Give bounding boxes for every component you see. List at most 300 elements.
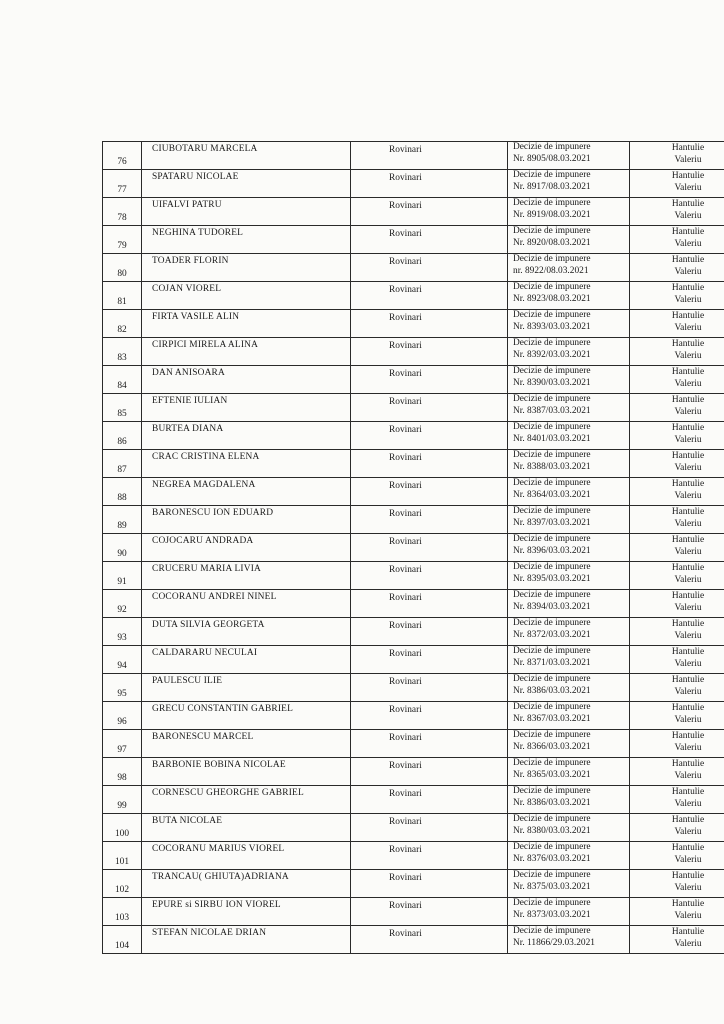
- row-number: 82: [117, 325, 127, 335]
- document-number: Nr. 8372/03.03.2021: [513, 629, 591, 640]
- row-number: 87: [117, 465, 127, 475]
- table-row: [103, 394, 724, 422]
- name-cell: [142, 478, 351, 506]
- person-name: BARONESCU MARCEL: [152, 732, 254, 742]
- row-number: 99: [117, 801, 127, 811]
- agent-cell: [630, 142, 724, 170]
- name-cell: [142, 926, 351, 954]
- locality: Rovinari: [389, 621, 422, 631]
- document-cell: [508, 674, 630, 702]
- document-title: Decizie de impunere: [513, 842, 591, 852]
- document-number: Nr. 8923/08.03.2021: [513, 293, 591, 304]
- agent-surname: Hantulie: [671, 647, 705, 657]
- person-name: DUTA SILVIA GEORGETA: [152, 620, 265, 630]
- locality-cell: [351, 702, 508, 730]
- name-cell: [142, 534, 351, 562]
- row-number: 92: [117, 605, 127, 615]
- agent-given-name: Valeriu: [674, 294, 702, 305]
- agent-surname: Hantulie: [671, 731, 705, 741]
- person-name: PAULESCU ILIE: [152, 676, 223, 686]
- agent-surname: Hantulie: [671, 563, 705, 573]
- agent-given-name: Valeriu: [674, 630, 702, 641]
- person-name: UIFALVI PATRU: [152, 200, 222, 210]
- row-number-cell: [103, 926, 142, 954]
- agent-cell: [630, 198, 724, 226]
- row-number-cell: [103, 366, 142, 394]
- document-cell: [508, 926, 630, 954]
- document-title: Decizie de impunere: [513, 786, 591, 796]
- agent-cell: [630, 618, 724, 646]
- person-name: STEFAN NICOLAE DRIAN: [152, 928, 267, 938]
- document-title: Decizie de impunere: [513, 618, 591, 628]
- document-title: Decizie de impunere: [513, 674, 591, 684]
- agent-cell: [630, 842, 724, 870]
- person-name: GRECU CONSTANTIN GABRIEL: [152, 704, 294, 714]
- locality-cell: [351, 142, 508, 170]
- locality-cell: [351, 506, 508, 534]
- locality: Rovinari: [389, 313, 422, 323]
- document-title: Decizie de impunere: [513, 170, 591, 180]
- agent-cell: [630, 506, 724, 534]
- table-row: [103, 282, 724, 310]
- table-row: [103, 646, 724, 674]
- person-name: CIRPICI MIRELA ALINA: [152, 340, 259, 350]
- agent-surname: Hantulie: [671, 423, 705, 433]
- name-cell: [142, 562, 351, 590]
- row-number-cell: [103, 562, 142, 590]
- document-number: Nr. 8396/03.03.2021: [513, 545, 591, 556]
- row-number-cell: [103, 254, 142, 282]
- agent-cell: [630, 674, 724, 702]
- locality-cell: [351, 674, 508, 702]
- agent-cell: [630, 282, 724, 310]
- agent-surname: Hantulie: [671, 535, 705, 545]
- row-number-cell: [103, 786, 142, 814]
- agent-surname: Hantulie: [671, 255, 705, 265]
- agent-given-name: Valeriu: [674, 462, 702, 473]
- document-title: Decizie de impunere: [513, 310, 591, 320]
- locality-cell: [351, 786, 508, 814]
- name-cell: [142, 506, 351, 534]
- person-name: SPATARU NICOLAE: [152, 172, 239, 182]
- agent-given-name: Valeriu: [674, 182, 702, 193]
- document-title: Decizie de impunere: [513, 506, 591, 516]
- locality-cell: [351, 422, 508, 450]
- person-name: FIRTA VASILE ALIN: [152, 312, 240, 322]
- locality-cell: [351, 842, 508, 870]
- name-cell: [142, 814, 351, 842]
- person-name: TOADER FLORIN: [152, 256, 229, 266]
- table-row: [103, 674, 724, 702]
- agent-given-name: Valeriu: [674, 882, 702, 893]
- name-cell: [142, 366, 351, 394]
- table-row: [103, 422, 724, 450]
- agent-surname: Hantulie: [671, 899, 705, 909]
- person-name: CORNESCU GHEORGHE GABRIEL: [152, 788, 304, 798]
- agent-surname: Hantulie: [671, 395, 705, 405]
- agent-cell: [630, 786, 724, 814]
- locality-cell: [351, 646, 508, 674]
- name-cell: [142, 394, 351, 422]
- document-cell: [508, 758, 630, 786]
- name-cell: [142, 422, 351, 450]
- row-number: 98: [117, 773, 127, 783]
- agent-given-name: Valeriu: [674, 490, 702, 501]
- document-cell: [508, 506, 630, 534]
- agent-surname: Hantulie: [671, 787, 705, 797]
- table-row: [103, 814, 724, 842]
- locality: Rovinari: [389, 229, 422, 239]
- row-number: 81: [117, 297, 127, 307]
- name-cell: [142, 338, 351, 366]
- agent-given-name: Valeriu: [674, 322, 702, 333]
- name-cell: [142, 590, 351, 618]
- person-name: BARBONIE BOBINA NICOLAE: [152, 760, 286, 770]
- document-title: Decizie de impunere: [513, 198, 591, 208]
- name-cell: [142, 870, 351, 898]
- row-number: 96: [117, 717, 127, 727]
- agent-surname: Hantulie: [671, 171, 705, 181]
- document-cell: [508, 898, 630, 926]
- row-number: 97: [117, 745, 127, 755]
- person-name: COCORANU ANDREI NINEL: [152, 592, 277, 602]
- row-number-cell: [103, 590, 142, 618]
- row-number-cell: [103, 534, 142, 562]
- row-number-cell: [103, 646, 142, 674]
- locality: Rovinari: [389, 173, 422, 183]
- locality: Rovinari: [389, 761, 422, 771]
- table-row: [103, 254, 724, 282]
- agent-given-name: Valeriu: [674, 742, 702, 753]
- agent-cell: [630, 450, 724, 478]
- agent-given-name: Valeriu: [674, 238, 702, 249]
- document-cell: [508, 646, 630, 674]
- table-row: [103, 842, 724, 870]
- row-number: 104: [114, 941, 130, 951]
- document-cell: [508, 730, 630, 758]
- document-title: Decizie de impunere: [513, 282, 591, 292]
- person-name: COJAN VIOREL: [152, 284, 222, 294]
- document-number: Nr. 8380/03.03.2021: [513, 825, 591, 836]
- agent-cell: [630, 534, 724, 562]
- person-name: COJOCARU ANDRADA: [152, 536, 254, 546]
- person-name: CIUBOTARU MARCELA: [152, 144, 258, 154]
- document-cell: [508, 702, 630, 730]
- agent-cell: [630, 814, 724, 842]
- table-row: [103, 730, 724, 758]
- name-cell: [142, 254, 351, 282]
- agent-cell: [630, 478, 724, 506]
- table-row: [103, 702, 724, 730]
- locality-cell: [351, 394, 508, 422]
- row-number: 88: [117, 493, 127, 503]
- agent-surname: Hantulie: [671, 479, 705, 489]
- agent-given-name: Valeriu: [674, 518, 702, 529]
- row-number-cell: [103, 422, 142, 450]
- agent-surname: Hantulie: [671, 507, 705, 517]
- document-number: Nr. 8367/03.03.2021: [513, 713, 591, 724]
- table-row: [103, 758, 724, 786]
- document-cell: [508, 450, 630, 478]
- document-title: Decizie de impunere: [513, 646, 591, 656]
- person-name: BUTA NICOLAE: [152, 816, 223, 826]
- row-number: 90: [117, 549, 127, 559]
- document-title: Decizie de impunere: [513, 730, 591, 740]
- row-number-cell: [103, 506, 142, 534]
- row-number-cell: [103, 282, 142, 310]
- document-cell: [508, 870, 630, 898]
- agent-given-name: Valeriu: [674, 658, 702, 669]
- agent-surname: Hantulie: [671, 283, 705, 293]
- document-cell: [508, 534, 630, 562]
- document-number: Nr. 8364/03.03.2021: [513, 489, 591, 500]
- document-number: Nr. 8366/03.03.2021: [513, 741, 591, 752]
- locality-cell: [351, 590, 508, 618]
- document-title: Decizie de impunere: [513, 898, 591, 908]
- locality-cell: [351, 898, 508, 926]
- document-title: Decizie de impunere: [513, 226, 591, 236]
- locality: Rovinari: [389, 201, 422, 211]
- document-number: Nr. 8386/03.03.2021: [513, 685, 591, 696]
- document-title: Decizie de impunere: [513, 254, 591, 264]
- records-table: [102, 141, 724, 954]
- agent-surname: Hantulie: [671, 703, 705, 713]
- agent-surname: Hantulie: [671, 451, 705, 461]
- document-number: Nr. 8373/03.03.2021: [513, 909, 591, 920]
- locality: Rovinari: [389, 873, 422, 883]
- locality: Rovinari: [389, 705, 422, 715]
- locality: Rovinari: [389, 453, 422, 463]
- row-number-cell: [103, 310, 142, 338]
- document-number: Nr. 8393/03.03.2021: [513, 321, 591, 332]
- person-name: TRANCAU( GHIUTA)ADRIANA: [152, 872, 289, 882]
- locality: Rovinari: [389, 425, 422, 435]
- document-title: Decizie de impunere: [513, 814, 591, 824]
- document-title: Decizie de impunere: [513, 338, 591, 348]
- agent-cell: [630, 366, 724, 394]
- row-number: 78: [117, 213, 127, 223]
- document-cell: [508, 478, 630, 506]
- document-cell: [508, 254, 630, 282]
- document-title: Decizie de impunere: [513, 562, 591, 572]
- agent-cell: [630, 646, 724, 674]
- agent-given-name: Valeriu: [674, 714, 702, 725]
- person-name: CRUCERU MARIA LIVIA: [152, 564, 262, 574]
- document-number: Nr. 8905/08.03.2021: [513, 153, 591, 164]
- name-cell: [142, 310, 351, 338]
- document-cell: [508, 226, 630, 254]
- document-number: Nr. 8394/03.03.2021: [513, 601, 591, 612]
- row-number: 103: [114, 913, 130, 923]
- name-cell: [142, 842, 351, 870]
- name-cell: [142, 226, 351, 254]
- person-name: DAN ANISOARA: [152, 368, 225, 378]
- document-cell: [508, 618, 630, 646]
- document-cell: [508, 814, 630, 842]
- document-cell: [508, 198, 630, 226]
- row-number-cell: [103, 198, 142, 226]
- locality: Rovinari: [389, 369, 422, 379]
- locality-cell: [351, 618, 508, 646]
- row-number-cell: [103, 226, 142, 254]
- locality-cell: [351, 870, 508, 898]
- agent-given-name: Valeriu: [674, 686, 702, 697]
- person-name: EPURE si SIRBU ION VIOREL: [152, 900, 281, 910]
- row-number: 84: [117, 381, 127, 391]
- row-number: 85: [117, 409, 127, 419]
- row-number: 95: [117, 689, 127, 699]
- document-number: Nr. 8365/03.03.2021: [513, 769, 591, 780]
- agent-cell: [630, 338, 724, 366]
- person-name: BARONESCU ION EDUARD: [152, 508, 274, 518]
- agent-given-name: Valeriu: [674, 938, 702, 949]
- table-row: [103, 786, 724, 814]
- row-number-cell: [103, 758, 142, 786]
- locality: Rovinari: [389, 593, 422, 603]
- records-table-body: [103, 142, 724, 954]
- document-number: nr. 8922/08.03.2021: [513, 265, 589, 276]
- row-number-cell: [103, 618, 142, 646]
- name-cell: [142, 898, 351, 926]
- agent-given-name: Valeriu: [674, 546, 702, 557]
- locality: Rovinari: [389, 677, 422, 687]
- row-number-cell: [103, 674, 142, 702]
- agent-cell: [630, 730, 724, 758]
- agent-cell: [630, 422, 724, 450]
- locality: Rovinari: [389, 481, 422, 491]
- row-number: 94: [117, 661, 127, 671]
- locality-cell: [351, 226, 508, 254]
- agent-surname: Hantulie: [671, 591, 705, 601]
- locality: Rovinari: [389, 565, 422, 575]
- document-number: Nr. 8371/03.03.2021: [513, 657, 591, 668]
- agent-cell: [630, 310, 724, 338]
- agent-cell: [630, 226, 724, 254]
- row-number-cell: [103, 730, 142, 758]
- agent-surname: Hantulie: [671, 927, 705, 937]
- agent-given-name: Valeriu: [674, 154, 702, 165]
- table-row: [103, 450, 724, 478]
- agent-given-name: Valeriu: [674, 770, 702, 781]
- locality: Rovinari: [389, 341, 422, 351]
- locality: Rovinari: [389, 537, 422, 547]
- agent-cell: [630, 562, 724, 590]
- table-row: [103, 226, 724, 254]
- agent-surname: Hantulie: [671, 143, 705, 153]
- row-number: 91: [117, 577, 127, 587]
- agent-given-name: Valeriu: [674, 350, 702, 361]
- agent-surname: Hantulie: [671, 843, 705, 853]
- person-name: NEGREA MAGDALENA: [152, 480, 256, 490]
- row-number-cell: [103, 338, 142, 366]
- table-row: [103, 310, 724, 338]
- agent-given-name: Valeriu: [674, 826, 702, 837]
- document-number: Nr. 8392/03.03.2021: [513, 349, 591, 360]
- agent-surname: Hantulie: [671, 367, 705, 377]
- agent-surname: Hantulie: [671, 815, 705, 825]
- row-number: 89: [117, 521, 127, 531]
- row-number-cell: [103, 814, 142, 842]
- table-row: [103, 338, 724, 366]
- row-number-cell: [103, 702, 142, 730]
- table-row: [103, 478, 724, 506]
- agent-given-name: Valeriu: [674, 602, 702, 613]
- document-number: Nr. 8387/03.03.2021: [513, 405, 591, 416]
- agent-cell: [630, 870, 724, 898]
- agent-surname: Hantulie: [671, 311, 705, 321]
- document-cell: [508, 310, 630, 338]
- agent-given-name: Valeriu: [674, 854, 702, 865]
- table-row: [103, 198, 724, 226]
- agent-cell: [630, 590, 724, 618]
- locality: Rovinari: [389, 901, 422, 911]
- row-number: 77: [117, 185, 127, 195]
- document-cell: [508, 170, 630, 198]
- agent-cell: [630, 926, 724, 954]
- name-cell: [142, 170, 351, 198]
- row-number: 101: [114, 857, 130, 867]
- locality-cell: [351, 730, 508, 758]
- document-title: Decizie de impunere: [513, 926, 591, 936]
- name-cell: [142, 198, 351, 226]
- document-title: Decizie de impunere: [513, 450, 591, 460]
- agent-given-name: Valeriu: [674, 210, 702, 221]
- document-cell: [508, 282, 630, 310]
- agent-given-name: Valeriu: [674, 910, 702, 921]
- locality-cell: [351, 926, 508, 954]
- document-title: Decizie de impunere: [513, 702, 591, 712]
- agent-surname: Hantulie: [671, 199, 705, 209]
- locality: Rovinari: [389, 733, 422, 743]
- row-number-cell: [103, 450, 142, 478]
- document-cell: [508, 394, 630, 422]
- document-cell: [508, 562, 630, 590]
- document-cell: [508, 786, 630, 814]
- row-number: 86: [117, 437, 127, 447]
- row-number-cell: [103, 870, 142, 898]
- table-row: [103, 562, 724, 590]
- person-name: NEGHINA TUDOREL: [152, 228, 244, 238]
- name-cell: [142, 730, 351, 758]
- table-row: [103, 590, 724, 618]
- row-number-cell: [103, 394, 142, 422]
- document-title: Decizie de impunere: [513, 870, 591, 880]
- name-cell: [142, 758, 351, 786]
- document-number: Nr. 8375/03.03.2021: [513, 881, 591, 892]
- person-name: BURTEA DIANA: [152, 424, 224, 434]
- document-cell: [508, 142, 630, 170]
- agent-surname: Hantulie: [671, 759, 705, 769]
- row-number-cell: [103, 898, 142, 926]
- agent-cell: [630, 702, 724, 730]
- name-cell: [142, 702, 351, 730]
- agent-surname: Hantulie: [671, 339, 705, 349]
- person-name: COCORANU MARIUS VIOREL: [152, 844, 285, 854]
- document-title: Decizie de impunere: [513, 394, 591, 404]
- row-number: 83: [117, 353, 127, 363]
- document-title: Decizie de impunere: [513, 758, 591, 768]
- table-row: [103, 898, 724, 926]
- document-title: Decizie de impunere: [513, 478, 591, 488]
- table-row: [103, 618, 724, 646]
- document-number: Nr. 8386/03.03.2021: [513, 797, 591, 808]
- document-number: Nr. 8397/03.03.2021: [513, 517, 591, 528]
- locality-cell: [351, 366, 508, 394]
- table-row: [103, 870, 724, 898]
- locality: Rovinari: [389, 397, 422, 407]
- row-number-cell: [103, 170, 142, 198]
- row-number: 79: [117, 241, 127, 251]
